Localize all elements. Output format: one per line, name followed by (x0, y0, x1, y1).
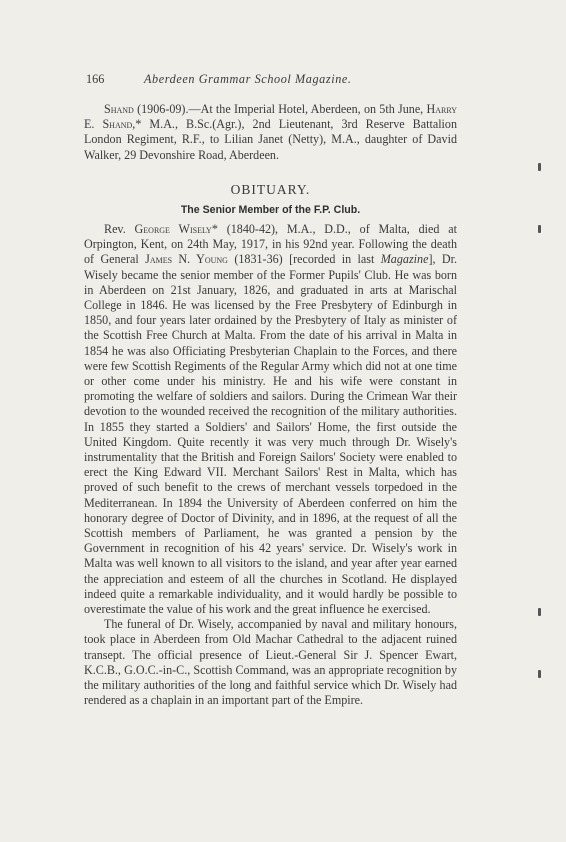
obituary-paragraph-1 (84, 222, 457, 617)
obituary-heading: OBITUARY. (230, 182, 311, 197)
margin-mark (538, 608, 541, 616)
marriage-text-1: (1906-09).—At the Imperial Hotel, Aberdeen, on 5th June, (133, 102, 427, 116)
margin-mark (538, 163, 541, 171)
margin-mark (538, 225, 541, 233)
marriage-notice (84, 102, 457, 163)
p1-text-d: ], Dr. Wisely became the senior member of the Former Pupils' Club. He was born in Aberdeen on 21st January, 1826, and graduated in arts at Marischal College in 1846. He was licensed by the Free Presbytery of Edinburgh in 1850, and four years later ordained by the Presbytery of Italy as minister of the Scottish Free Church at Malta. From the date of his arrival in Malta in 1854 he was also Officiating Presbyterian Chaplain to the Forces, and there were few Scottish Regiments of the Regular Army which did not at one time or other come under his ministry. He and his wife were constant in promoting the welfare of soldiers and sailors. During the Crimean War their devotion to the wounded received the recognition of the military authorities. In 1855 they started a Soldiers' and Sailors' Home, the first outside the United Kingdom. Quite recently it was very much through Dr. Wisely's instrumentality that the British and Foreign Sailors' Society were enabled to erect the King Edward VII. Merchant Sailors' Rest in Malta, which has proved of such benefit to the crews of merchant vessels torpedoed in the Mediterranean. In 1894 the University of Aberdeen conferred on him the honorary degree of Doctor of Divinity, and in 1896, at the request of all the Scottish members of Parliament, he was granted a pension by the Government in recognition of his 42 years' service. Dr. Wisely's work in Malta was well known to all visitors to the island, and year after year earned the appreciation and esteem of all the churches in Scotland. He displayed indeed quite a remarkable individuality, and it would hardly be possible to overestimate the value of his work and the great influence he exercised. (84, 252, 457, 617)
page-number: 166 (86, 72, 105, 86)
p1-text-b: * (1840-42), M.A., D.D., of Malta, died at Orpington, Kent, on 24th May, 1917, in his 92nd year. Following the death of General (84, 222, 457, 267)
groom-name: Harry E. Shand, (84, 102, 457, 132)
marriage-surname: Shand (104, 102, 134, 116)
obituary-subheading: The Senior Member of the F.P. Club. (180, 204, 361, 216)
running-header (86, 71, 466, 87)
margin-mark (538, 670, 541, 678)
p1-text-c: (1831-36) [recorded in last (227, 252, 381, 267)
deceased-name: George Wisely (134, 222, 212, 236)
magazine-title: Aberdeen Grammar School Magazine. (144, 72, 352, 86)
magazine-reference: Magazine (380, 252, 429, 267)
general-name: James N. Young (145, 252, 228, 267)
p1-text-a: Rev. (104, 222, 135, 236)
obituary-paragraph-2: The funeral of Dr. Wisely, accompanied by naval and military honours, took place in Aberdeen from Old Machar Cathedral to the adjacent ruined transept. The official presence of Lieut.-General Sir J. Spencer Ewart, K.C.B., G.O.C.-in-C., Scottish Command, was an appropriate recognition by the military authorities of the long and faithful service which Dr. Wisely had rendered as a chaplain in an important part of the Empire. (84, 617, 457, 708)
marriage-text-2: * M.A., B.Sc.(Agr.), 2nd Lieutenant, 3rd Reserve Battalion London Regiment, R.F., to Lilian Janet (Netty), M.A., daughter of David Walker, 29 Devonshire Road, Aberdeen. (84, 117, 458, 162)
obituary-body (84, 222, 457, 709)
